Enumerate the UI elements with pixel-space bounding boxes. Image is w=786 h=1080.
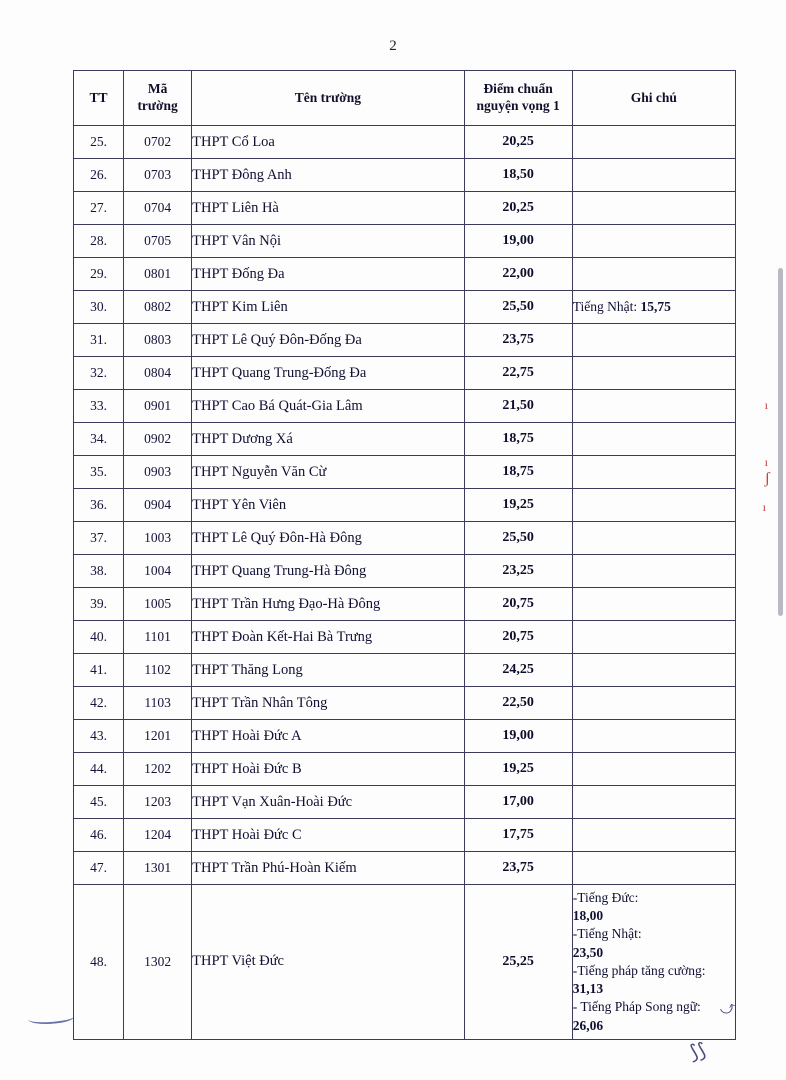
- cell-code: 0902: [124, 423, 192, 456]
- cell-code: 0702: [124, 126, 192, 159]
- table-header-row: [74, 71, 736, 126]
- cell-score: 20,75: [464, 588, 572, 621]
- cell-tt: 25.: [74, 126, 124, 159]
- cell-school-name: THPT Quang Trung-Hà Đông: [192, 555, 464, 588]
- cell-note: [572, 720, 735, 753]
- cell-code: 0804: [124, 357, 192, 390]
- table-row: [74, 258, 736, 291]
- cell-code: 0803: [124, 324, 192, 357]
- cell-score: 23,75: [464, 324, 572, 357]
- cell-school-name: THPT Dương Xá: [192, 423, 464, 456]
- cell-score: 20,25: [464, 126, 572, 159]
- column-header-score: [464, 71, 572, 126]
- cell-score: 23,75: [464, 852, 572, 885]
- cell-score: 18,50: [464, 159, 572, 192]
- cell-school-name: THPT Thăng Long: [192, 654, 464, 687]
- cell-score: 20,25: [464, 192, 572, 225]
- cell-school-name: THPT Vân Nội: [192, 225, 464, 258]
- cell-tt: 42.: [74, 687, 124, 720]
- note-label: -Tiếng Nhật:: [572, 926, 642, 942]
- cell-tt: 34.: [74, 423, 124, 456]
- cell-school-name: THPT Cao Bá Quát-Gia Lâm: [192, 390, 464, 423]
- handwriting-mark: [27, 1010, 74, 1027]
- cell-code: 0903: [124, 456, 192, 489]
- table-row: [74, 489, 736, 522]
- cell-score: 17,00: [464, 786, 572, 819]
- cell-code: 1003: [124, 522, 192, 555]
- column-header-tt: TT: [74, 71, 124, 126]
- cell-note: [572, 885, 735, 1040]
- table-row: [74, 423, 736, 456]
- column-header-school-name: Tên trường: [192, 71, 464, 126]
- cell-code: 1005: [124, 588, 192, 621]
- cell-note: [572, 621, 735, 654]
- margin-annotation-mark: ı: [764, 455, 768, 469]
- table-row: [74, 786, 736, 819]
- cell-tt: 30.: [74, 291, 124, 324]
- cell-code: 1204: [124, 819, 192, 852]
- cell-school-name: THPT Hoài Đức C: [192, 819, 464, 852]
- note-line: [573, 889, 735, 925]
- cell-note: [572, 357, 735, 390]
- cell-code: 1102: [124, 654, 192, 687]
- cell-school-name: THPT Đoàn Kết-Hai Bà Trưng: [192, 621, 464, 654]
- table-row: [74, 852, 736, 885]
- cell-school-name: THPT Quang Trung-Đống Đa: [192, 357, 464, 390]
- table-row: [74, 720, 736, 753]
- column-header-score-line1: Điểm chuẩn: [483, 81, 553, 97]
- table-row: [74, 225, 736, 258]
- table-row: [74, 357, 736, 390]
- cell-note: [572, 225, 735, 258]
- cell-code: 0705: [124, 225, 192, 258]
- cell-note: [572, 522, 735, 555]
- cell-note: [572, 654, 735, 687]
- cell-note: [572, 489, 735, 522]
- cell-tt: 38.: [74, 555, 124, 588]
- cell-tt: 27.: [74, 192, 124, 225]
- table-row: [74, 621, 736, 654]
- column-header-score-line2: nguyện vọng 1: [476, 98, 560, 113]
- table-header: [74, 71, 736, 126]
- table-row: [74, 390, 736, 423]
- cell-school-name: THPT Cổ Loa: [192, 126, 464, 159]
- cell-score: 19,00: [464, 720, 572, 753]
- note-line: [573, 925, 735, 961]
- page-number: 2: [389, 38, 397, 54]
- vertical-scrollbar[interactable]: [778, 268, 783, 616]
- cell-tt: 37.: [74, 522, 124, 555]
- cell-score: 18,75: [464, 423, 572, 456]
- table-row: [74, 654, 736, 687]
- cell-school-name: THPT Trần Hưng Đạo-Hà Đông: [192, 588, 464, 621]
- cell-tt: 31.: [74, 324, 124, 357]
- cell-note: [572, 819, 735, 852]
- cell-score: 23,25: [464, 555, 572, 588]
- note-label: - Tiếng Pháp Song ngữ:: [572, 999, 701, 1015]
- cell-tt: 32.: [74, 357, 124, 390]
- cell-tt: 35.: [74, 456, 124, 489]
- cell-tt: 39.: [74, 588, 124, 621]
- cell-school-name: THPT Đống Đa: [192, 258, 464, 291]
- note-line: [573, 962, 735, 998]
- table-row: [74, 885, 736, 1040]
- cell-note: [572, 291, 735, 324]
- benchmark-score-table: [73, 70, 739, 1040]
- cell-code: 0801: [124, 258, 192, 291]
- handwritten-signature: ⟆⟆: [688, 1039, 709, 1065]
- cell-score: 25,25: [464, 885, 572, 1040]
- cell-tt: 26.: [74, 159, 124, 192]
- cell-code: 1301: [124, 852, 192, 885]
- table-row: [74, 291, 736, 324]
- cell-score: 24,25: [464, 654, 572, 687]
- table-body: [74, 126, 739, 1040]
- cell-note: [572, 786, 735, 819]
- table-row: [74, 753, 736, 786]
- cell-school-name: THPT Việt Đức: [192, 885, 464, 1040]
- cell-note: [572, 423, 735, 456]
- cell-score: 22,00: [464, 258, 572, 291]
- cell-school-name: THPT Trần Nhân Tông: [192, 687, 464, 720]
- cell-school-name: THPT Lê Quý Đôn-Hà Đông: [192, 522, 464, 555]
- table-row: [74, 192, 736, 225]
- cell-tt: 40.: [74, 621, 124, 654]
- cell-score: 21,50: [464, 390, 572, 423]
- cell-code: 1202: [124, 753, 192, 786]
- note-line-list: [573, 885, 735, 1039]
- cell-tt: 28.: [74, 225, 124, 258]
- cell-score: 19,25: [464, 489, 572, 522]
- cell-score: 20,75: [464, 621, 572, 654]
- note-value: 26,06: [572, 1017, 604, 1033]
- table-row: [74, 588, 736, 621]
- cell-note: [572, 324, 735, 357]
- cell-score: 25,50: [464, 522, 572, 555]
- cell-school-name: THPT Đông Anh: [192, 159, 464, 192]
- note-label: -Tiếng pháp tăng cường:: [572, 962, 706, 978]
- cell-tt: 44.: [74, 753, 124, 786]
- column-header-code-line2: trường: [137, 98, 178, 113]
- cell-note: [572, 456, 735, 489]
- cell-tt: 45.: [74, 786, 124, 819]
- cell-code: 1201: [124, 720, 192, 753]
- cell-code: 1101: [124, 621, 192, 654]
- cell-tt: 36.: [74, 489, 124, 522]
- table-row: [74, 555, 736, 588]
- cell-score: 18,75: [464, 456, 572, 489]
- cell-note: [572, 555, 735, 588]
- cell-code: 0901: [124, 390, 192, 423]
- note-value: 18,00: [572, 908, 604, 924]
- note-value: 31,13: [572, 981, 604, 997]
- cell-tt: 41.: [74, 654, 124, 687]
- cell-school-name: THPT Hoài Đức B: [192, 753, 464, 786]
- cell-score: 19,00: [464, 225, 572, 258]
- table-row: [74, 456, 736, 489]
- cell-school-name: THPT Liên Hà: [192, 192, 464, 225]
- cell-tt: 29.: [74, 258, 124, 291]
- cell-score: 22,50: [464, 687, 572, 720]
- cell-note: [572, 588, 735, 621]
- column-header-code: [124, 71, 192, 126]
- cell-note: [572, 159, 735, 192]
- table-row: [74, 819, 736, 852]
- cell-note: [572, 258, 735, 291]
- cell-tt: 48.: [74, 885, 124, 1040]
- cell-score: 25,50: [464, 291, 572, 324]
- cell-note: [572, 192, 735, 225]
- cell-code: 0703: [124, 159, 192, 192]
- cell-code: 1004: [124, 555, 192, 588]
- cell-tt: 47.: [74, 852, 124, 885]
- cell-school-name: THPT Kim Liên: [192, 291, 464, 324]
- note-line: [573, 998, 735, 1034]
- cell-school-name: THPT Nguyễn Văn Cừ: [192, 456, 464, 489]
- note-value: 23,50: [572, 944, 604, 960]
- cell-score: 22,75: [464, 357, 572, 390]
- table-row: [74, 126, 736, 159]
- cell-code: 0802: [124, 291, 192, 324]
- margin-annotation-mark: ı: [762, 500, 766, 514]
- cell-school-name: THPT Yên Viên: [192, 489, 464, 522]
- column-header-code-line1: Mã: [147, 81, 168, 97]
- table-row: [74, 324, 736, 357]
- note-label: -Tiếng Đức:: [572, 890, 639, 905]
- cell-school-name: THPT Trần Phú-Hoàn Kiếm: [192, 852, 464, 885]
- score-table-container: [73, 70, 739, 1040]
- cell-code: 1302: [124, 885, 192, 1040]
- cell-code: 1103: [124, 687, 192, 720]
- cell-note: [572, 687, 735, 720]
- table-row: [74, 522, 736, 555]
- table-row: [74, 687, 736, 720]
- cell-code: 1203: [124, 786, 192, 819]
- cell-note: [572, 753, 735, 786]
- cell-code: 0904: [124, 489, 192, 522]
- cell-tt: 33.: [74, 390, 124, 423]
- cell-school-name: THPT Lê Quý Đôn-Đống Đa: [192, 324, 464, 357]
- cell-score: 17,75: [464, 819, 572, 852]
- table-row: [74, 159, 736, 192]
- cell-code: 0704: [124, 192, 192, 225]
- note-label: Tiếng Nhật:: [572, 299, 641, 314]
- margin-annotation-mark: ı: [764, 398, 768, 412]
- cell-tt: 46.: [74, 819, 124, 852]
- column-header-note: Ghi chú: [572, 71, 735, 126]
- cell-note: [572, 126, 735, 159]
- cell-note: [572, 852, 735, 885]
- cell-score: 19,25: [464, 753, 572, 786]
- handwriting-initial: ⤻: [717, 998, 739, 1020]
- cell-school-name: THPT Vạn Xuân-Hoài Đức: [192, 786, 464, 819]
- note-value: 15,75: [640, 299, 671, 314]
- cell-school-name: THPT Hoài Đức A: [192, 720, 464, 753]
- cell-tt: 43.: [74, 720, 124, 753]
- margin-annotation-mark: ʃ: [764, 470, 770, 487]
- cell-note: [572, 390, 735, 423]
